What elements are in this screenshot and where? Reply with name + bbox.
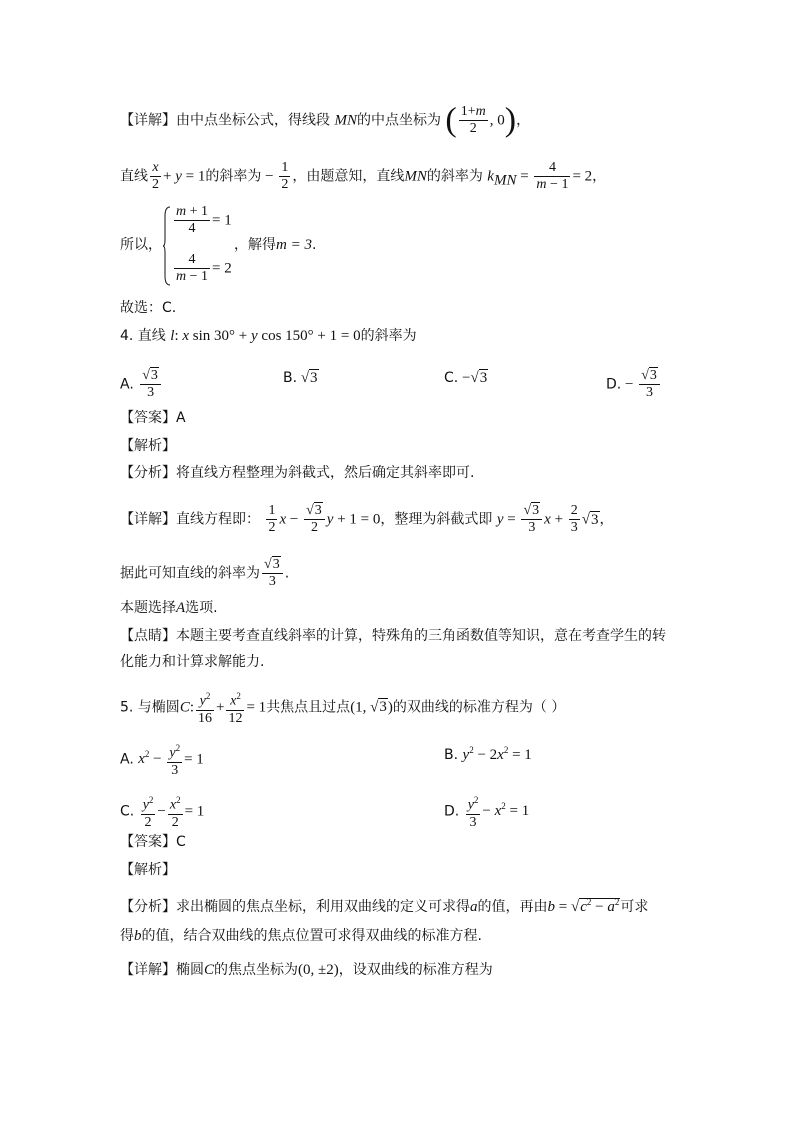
fraction: $\frac{√3}{3}$ <box>262 557 283 590</box>
text: 的斜率为 <box>205 168 262 185</box>
q5-option-a[interactable]: A. $x^2$ − $\frac{y^2}{3}$ = 1 <box>120 740 204 779</box>
slope-4: 据此可知直线的斜率为 $\frac{√3}{3}$ . <box>120 557 290 589</box>
q5-option-d[interactable]: D. $\frac{y^2}{3}$ − $x^2 = 1$ <box>444 792 529 831</box>
detail-5: 【详解】椭圆C的焦点坐标为(0, ±2)，设双曲线的标准方程为 <box>120 962 493 978</box>
q5-option-b[interactable]: B. $y^2 - 2x^2 = 1$ <box>444 745 532 763</box>
jiexi: 【解析】 <box>120 438 176 454</box>
fraction: $\frac{y^2}{2}$ <box>141 792 156 831</box>
label: B. <box>444 747 459 763</box>
fraction: $\frac{√3}{3}$ <box>521 503 542 536</box>
fraction: $\frac{1}{2}$ <box>281 160 289 192</box>
text: 的值，再由 <box>477 899 548 915</box>
text: ，整理为斜截式即 <box>380 511 493 528</box>
jiexi-2: 【解析】 <box>120 862 176 878</box>
answer-a: 【答案】A <box>120 410 186 426</box>
line-2: 直线 $\frac{x}{2}$ + y = 1的斜率为 − $\frac{1}{2}$ ，由题意知，直线MN的斜率为 $k_{MN}$ = $\frac{4}{m - 1}$ = 2， <box>120 160 607 192</box>
label: B. <box>283 370 298 386</box>
text: 4. 直线 <box>120 328 166 344</box>
detail-line-1: 【详解】由中点坐标公式，得线段 MN的中点坐标为 ( $\frac{1+m}{2}$ , 0)， <box>120 101 531 139</box>
text: 的中点坐标为 <box>356 112 441 129</box>
text: 【详解】直线方程即： <box>120 511 260 528</box>
text: 5. 与椭圆 <box>120 699 180 716</box>
q5-option-c[interactable]: C. $\frac{y^2}{2}$ − $\frac{x^2}{2}$ = 1 <box>120 792 204 831</box>
label: A. <box>120 376 134 393</box>
fraction: $\frac{m + 1}{4}$ <box>176 204 209 236</box>
fraction: $\frac{4}{m - 1}$ <box>536 160 569 192</box>
answer-c: 【答案】C <box>120 834 186 850</box>
label: C. <box>120 803 135 820</box>
choose-a: 本题选择A选项. <box>120 600 218 616</box>
text: 由中点坐标公式，得线段 <box>176 112 330 129</box>
fenxi-4: 【分析】将直线方程整理为斜截式，然后确定其斜率即可. <box>120 465 475 481</box>
fraction: $\frac{y^2}{3}$ <box>466 792 481 831</box>
solve-line: ，解得m = 3. <box>234 237 317 253</box>
q4-option-a[interactable] <box>120 368 163 401</box>
fraction: $\frac{x^2}{12}$ <box>226 688 244 727</box>
text: 本题选择 <box>120 600 176 616</box>
text: ，设双曲线的标准方程为 <box>338 962 493 978</box>
text: 的焦点坐标为 <box>214 962 299 978</box>
q4-line: 4. 直线 l: x sin 30° + y cos 150° + 1 = 0的斜率为 <box>120 328 417 344</box>
math-mn: MN <box>334 112 357 129</box>
text: 共焦点且过点 <box>266 699 351 716</box>
q4-option-c[interactable]: C. −√3 <box>444 370 488 386</box>
text: 所以， <box>120 237 162 253</box>
fraction: $\frac{√3}{3}$ <box>140 368 161 401</box>
text: 直线 <box>120 168 148 185</box>
label: C. <box>444 370 459 386</box>
fraction: $\frac{y^2}{3}$ <box>167 740 182 779</box>
fraction: $\frac{x^2}{2}$ <box>168 792 183 831</box>
fraction: $\frac{1}{2}$ <box>268 503 276 535</box>
text: 的值，结合双曲线的焦点位置可求得双曲线的标准方程. <box>141 928 482 944</box>
fraction: $\frac{√3}{3}$ <box>639 368 660 401</box>
fenxi-5: 【分析】求出椭圆的焦点坐标，利用双曲线的定义可求得a的值，再由$b = √c^2 - a^2$可求 <box>120 897 649 915</box>
fraction: $\frac{y^2}{16}$ <box>196 688 214 727</box>
text: 得 <box>120 928 134 944</box>
paren: ( <box>445 101 457 139</box>
system-eq-1: $\frac{m + 1}{4}$ = 1 <box>176 204 232 236</box>
fraction: $\frac{x}{2}$ <box>152 160 159 192</box>
text: 的斜率为 <box>426 168 483 185</box>
fraction: $\frac{√3}{2}$ <box>304 503 325 536</box>
label: A. <box>120 751 134 768</box>
text: ，解得 <box>234 237 276 253</box>
brace-icon <box>163 206 171 286</box>
q5-line: 5. 与椭圆C: $\frac{y^2}{16}$ + $\frac{x^2}{12}$ = 1共焦点且过点(1, √3)的双曲线的标准方程为（ ） <box>120 688 565 727</box>
paren: ) <box>504 101 517 139</box>
dianjing-2: 化能力和计算求解能力. <box>120 654 265 670</box>
fraction: $\frac{4}{m - 1}$ <box>176 252 209 284</box>
result: m = 3 <box>276 237 312 253</box>
text: 的双曲线的标准方程为（ ） <box>392 699 566 716</box>
fraction: $\frac{1+m}{2}$ <box>460 104 486 136</box>
fraction: $\frac{2}{3}$ <box>570 503 578 535</box>
dianjing-1: 【点睛】本题主要考查直线斜率的计算，特殊角的三角函数值等知识，意在考查学生的转 <box>120 628 666 644</box>
detail-label: 【详解】 <box>120 112 176 129</box>
text: 可求 <box>620 899 649 915</box>
system-eq-2: $\frac{4}{m - 1}$ = 2 <box>176 252 232 284</box>
text: 选项. <box>185 600 218 616</box>
detail-4: 【详解】直线方程即： $\frac{1}{2}$ x − $\frac{√3}{2}$ y + 1 = 0，整理为斜截式即 y = $\frac{√3}{3}$ x + $\frac{2}{3}$ √3， <box>120 503 614 535</box>
label: D. <box>444 803 460 820</box>
text: 据此可知直线的斜率为 <box>120 565 260 582</box>
text: ，由题意知，直线 <box>292 168 405 185</box>
fenxi-5b: 得b的值，结合双曲线的焦点位置可求得双曲线的标准方程. <box>120 928 482 944</box>
label: D. <box>606 376 622 393</box>
q4-option-b[interactable]: B. √3 <box>283 370 318 386</box>
text: 【分析】求出椭圆的焦点坐标，利用双曲线的定义可求得 <box>120 899 470 915</box>
q4-option-d[interactable]: D. − $\frac{√3}{3}$ <box>606 368 662 401</box>
text: 的斜率为 <box>360 328 417 344</box>
so-line <box>120 235 162 255</box>
text: 【详解】椭圆 <box>120 962 204 978</box>
choose-c: 故选：C. <box>120 300 177 316</box>
